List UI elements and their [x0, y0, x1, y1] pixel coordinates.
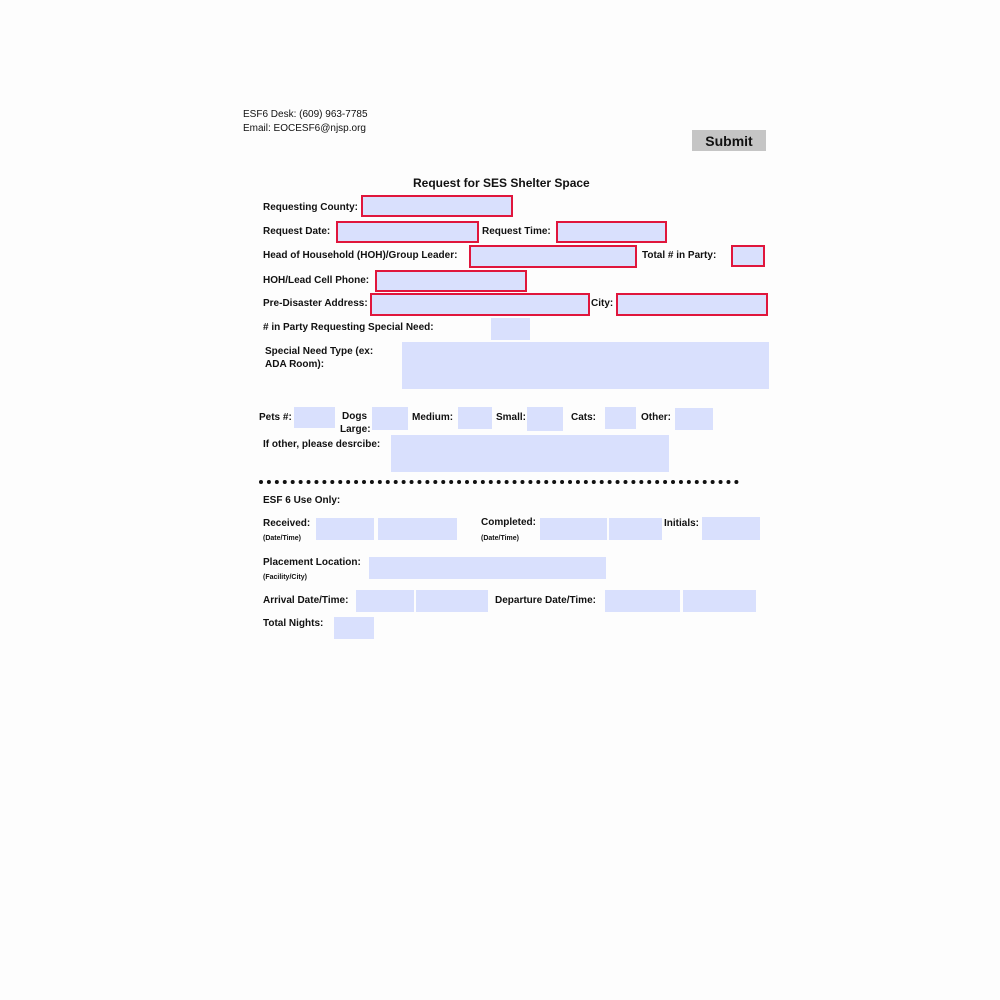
cell-phone-label: HOH/Lead Cell Phone: — [263, 275, 370, 286]
address-input[interactable] — [370, 293, 590, 316]
medium-input[interactable] — [458, 407, 492, 429]
received-label: Received: — [263, 518, 311, 529]
other-describe-label: If other, please desrcibe: — [263, 439, 381, 450]
placement-label: Placement Location: — [263, 557, 361, 568]
facility-city-hint: (Facility/City) — [263, 574, 307, 581]
requesting-county-label: Requesting County: — [263, 202, 358, 213]
arrival-time-input[interactable] — [416, 590, 488, 612]
received-date-input[interactable] — [316, 518, 374, 540]
hoh-label: Head of Household (HOH)/Group Leader: — [263, 250, 458, 261]
request-date-input[interactable] — [336, 221, 479, 243]
dogs-label: Dogs — [342, 411, 367, 422]
total-party-label: Total # in Party: — [642, 250, 717, 261]
other-input[interactable] — [675, 408, 713, 430]
completed-time-input[interactable] — [609, 518, 662, 540]
city-label: City: — [591, 298, 614, 309]
address-label: Pre-Disaster Address: — [263, 298, 368, 309]
dotted-divider — [259, 480, 739, 484]
cats-input[interactable] — [605, 407, 636, 429]
completed-date-input[interactable] — [540, 518, 607, 540]
departure-date-input[interactable] — [605, 590, 680, 612]
esf6-email: Email: EOCESF6@njsp.org — [243, 123, 366, 134]
total-party-input[interactable] — [731, 245, 765, 267]
departure-label: Departure Date/Time: — [495, 595, 596, 606]
dogs-large-input[interactable] — [372, 407, 408, 430]
small-label: Small: — [496, 412, 527, 423]
esf-use-only-heading: ESF 6 Use Only: — [263, 495, 341, 506]
city-input[interactable] — [616, 293, 768, 316]
other-describe-input[interactable] — [391, 435, 669, 472]
cell-phone-input[interactable] — [375, 270, 527, 292]
pets-label: Pets #: — [259, 412, 292, 423]
total-nights-input[interactable] — [334, 617, 374, 639]
special-need-count-input[interactable] — [491, 318, 530, 340]
esf6-desk-phone: ESF6 Desk: (609) 963-7785 — [243, 109, 368, 120]
initials-input[interactable] — [702, 517, 760, 540]
received-date-time-hint: (Date/Time) — [263, 535, 301, 542]
request-time-input[interactable] — [556, 221, 667, 243]
arrival-label: Arrival Date/Time: — [263, 595, 349, 606]
special-need-type-label-line2: ADA Room): — [265, 359, 325, 370]
completed-date-time-hint: (Date/Time) — [481, 535, 519, 542]
total-nights-label: Total Nights: — [263, 618, 324, 629]
small-input[interactable] — [527, 407, 563, 431]
arrival-date-input[interactable] — [356, 590, 414, 612]
special-need-count-label: # in Party Requesting Special Need: — [263, 322, 434, 333]
received-time-input[interactable] — [378, 518, 457, 540]
completed-label: Completed: — [481, 517, 536, 528]
request-time-label: Request Time: — [482, 226, 551, 237]
large-label: Large: — [340, 424, 371, 435]
request-date-label: Request Date: — [263, 226, 331, 237]
pets-input[interactable] — [294, 407, 335, 428]
requesting-county-input[interactable] — [361, 195, 513, 217]
hoh-input[interactable] — [469, 245, 637, 268]
medium-label: Medium: — [412, 412, 454, 423]
placement-input[interactable] — [369, 557, 606, 579]
other-label: Other: — [641, 412, 671, 423]
initials-label: Initials: — [664, 518, 700, 529]
submit-button[interactable]: Submit — [692, 130, 766, 151]
departure-time-input[interactable] — [683, 590, 756, 612]
form-title: Request for SES Shelter Space — [413, 176, 590, 190]
special-need-type-label: Special Need Type (ex: — [265, 346, 374, 357]
special-need-type-input[interactable] — [402, 342, 769, 389]
cats-label: Cats: — [571, 412, 597, 423]
